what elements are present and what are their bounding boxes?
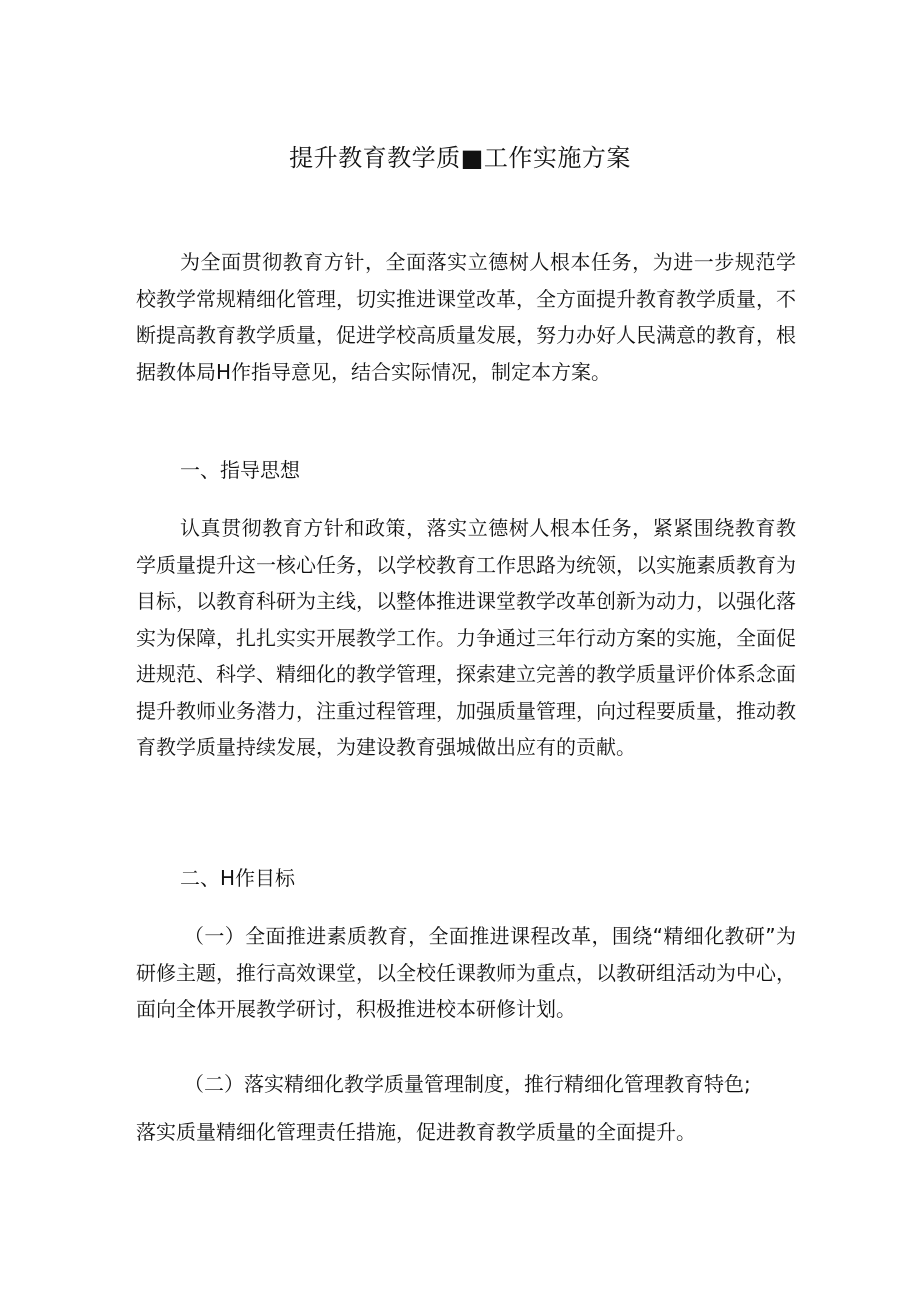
- section-heading-work-goals: 二、H作目标: [180, 866, 296, 890]
- document-title: 提升教育教学质■工作实施方案: [289, 144, 631, 172]
- work-goal-item-2-line-1: （二）落实精细化教学质量管理制度，推行精细化管理教育特色;: [184, 1072, 751, 1096]
- work-goal-item-2-line-2: 落实质量精细化管理责任措施，促进教育教学质量的全面提升。: [136, 1120, 696, 1144]
- intro-paragraph: 为全面贯彻教育方针，全面落实立德树人根本任务，为进一步规范学校教学常规精细化管理，切实推进课堂改革，全方面提升教育教学质量，不断提高教育教学质量，促进学校高质量发展，努力办好人民满意的教育，根据教体局H作指导意见，结合实际情况，制定本方案。: [136, 250, 796, 384]
- guiding-ideology-paragraph: 认真贯彻教育方针和政策，落实立德树人根本任务，紧紧围绕教育教学质量提升这一核心任务，以学校教育工作思路为统领，以实施素质教育为目标，以教育科研为主线，以整体推进课堂教学改革创新为动力，以强化落实为保障，扎扎实实开展教学工作。力争通过三年行动方案的实施，全面促进规范、科学、精细化的教学管理，探索建立完善的教学质量评价体系念面提升教师业务潜力，注重过程管理，加强质量管理，向过程要质量，推动教育教学质量持续发展，为建设教育强城做出应有的贡献。: [136, 516, 796, 759]
- section-heading-guiding-ideology: 一、指导思想: [180, 458, 300, 482]
- work-goal-item-1: （一）全面推进素质教育，全面推进课程改革，围绕“精细化教研”为研修主题，推行高效课堂，以全校任课教师为重点，以教研组活动为中心，面向全体开展教学研讨，积极推进校本研修计划。: [136, 924, 796, 1021]
